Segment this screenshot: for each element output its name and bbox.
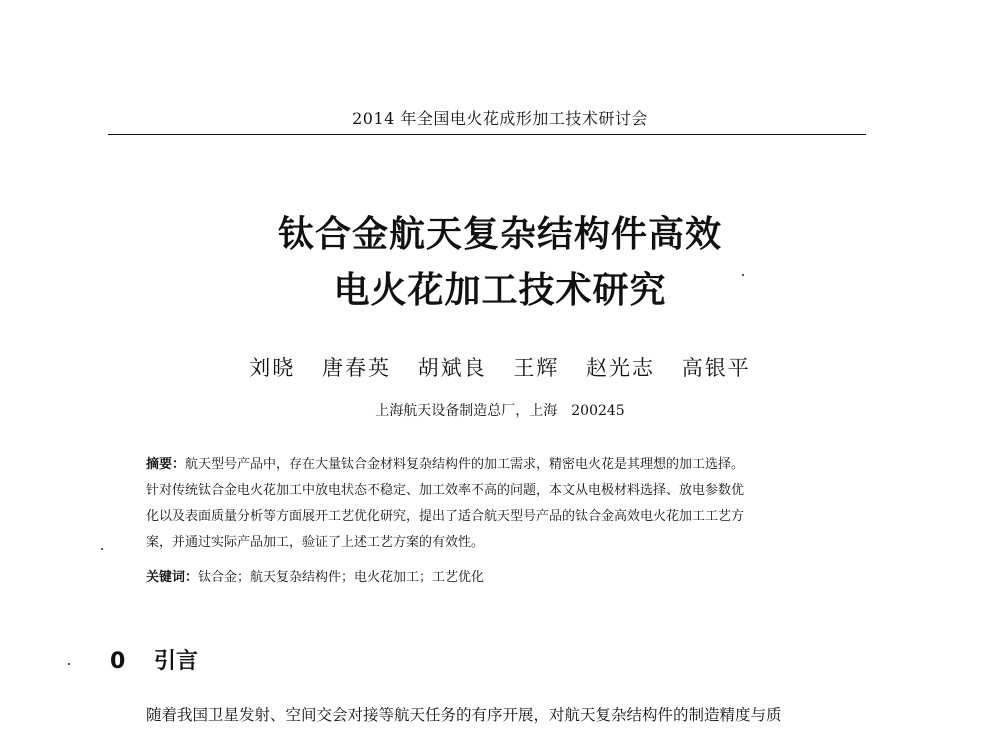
keywords-label: 关键词： [146, 570, 199, 585]
section-number: 0 [110, 649, 126, 674]
author-name: 高银平 [681, 356, 751, 380]
abstract-line: 针对传统钛合金电火花加工中放电状态不稳定、加工效率不高的问题，本文从电极材料选择、放电参数优 [146, 483, 745, 498]
scan-speck [101, 548, 103, 550]
section-title: 引言 [154, 649, 199, 674]
section-heading [110, 644, 198, 675]
affiliation: 上海航天设备制造总厂，上海 200245 [375, 403, 625, 419]
author-list [0, 352, 1000, 382]
author-name: 胡斌良 [417, 356, 487, 380]
abstract-line: 案，并通过实际产品加工，验证了上述工艺方案的有效性。 [146, 535, 485, 550]
scan-speck [68, 663, 70, 665]
author-name: 赵光志 [586, 356, 656, 380]
body-paragraph-line: 随着我国卫星发射、空间交会对接等航天任务的有序开展，对航天复杂结构件的制造精度与质 [146, 706, 782, 724]
header-rule [108, 134, 866, 135]
abstract-line: 化以及表面质量分析等方面展开工艺优化研究，提出了适合航天型号产品的钛合金高效电火花加工工艺方 [146, 509, 745, 524]
abstract-label: 摘要： [146, 457, 186, 472]
author-name: 唐春英 [321, 356, 391, 380]
abstract-line: 摘要：航天型号产品中，存在大量钛合金材料复杂结构件的加工需求，精密电火花是其理想的加工选择。 [146, 457, 745, 472]
author-name: 刘晓 [249, 356, 296, 380]
paper-title-line-1: 钛合金航天复杂结构件高效 [277, 214, 722, 255]
scan-speck [742, 274, 744, 276]
abstract-block [146, 452, 846, 556]
conference-header: 2014 年全国电火花成形加工技术研讨会 [352, 109, 648, 128]
keywords-line [146, 566, 846, 585]
keywords-text: 钛合金；航天复杂结构件；电火花加工；工艺优化 [198, 570, 485, 585]
paper-title-line-2: 电火花加工技术研究 [333, 270, 667, 311]
author-name: 王辉 [513, 356, 560, 380]
